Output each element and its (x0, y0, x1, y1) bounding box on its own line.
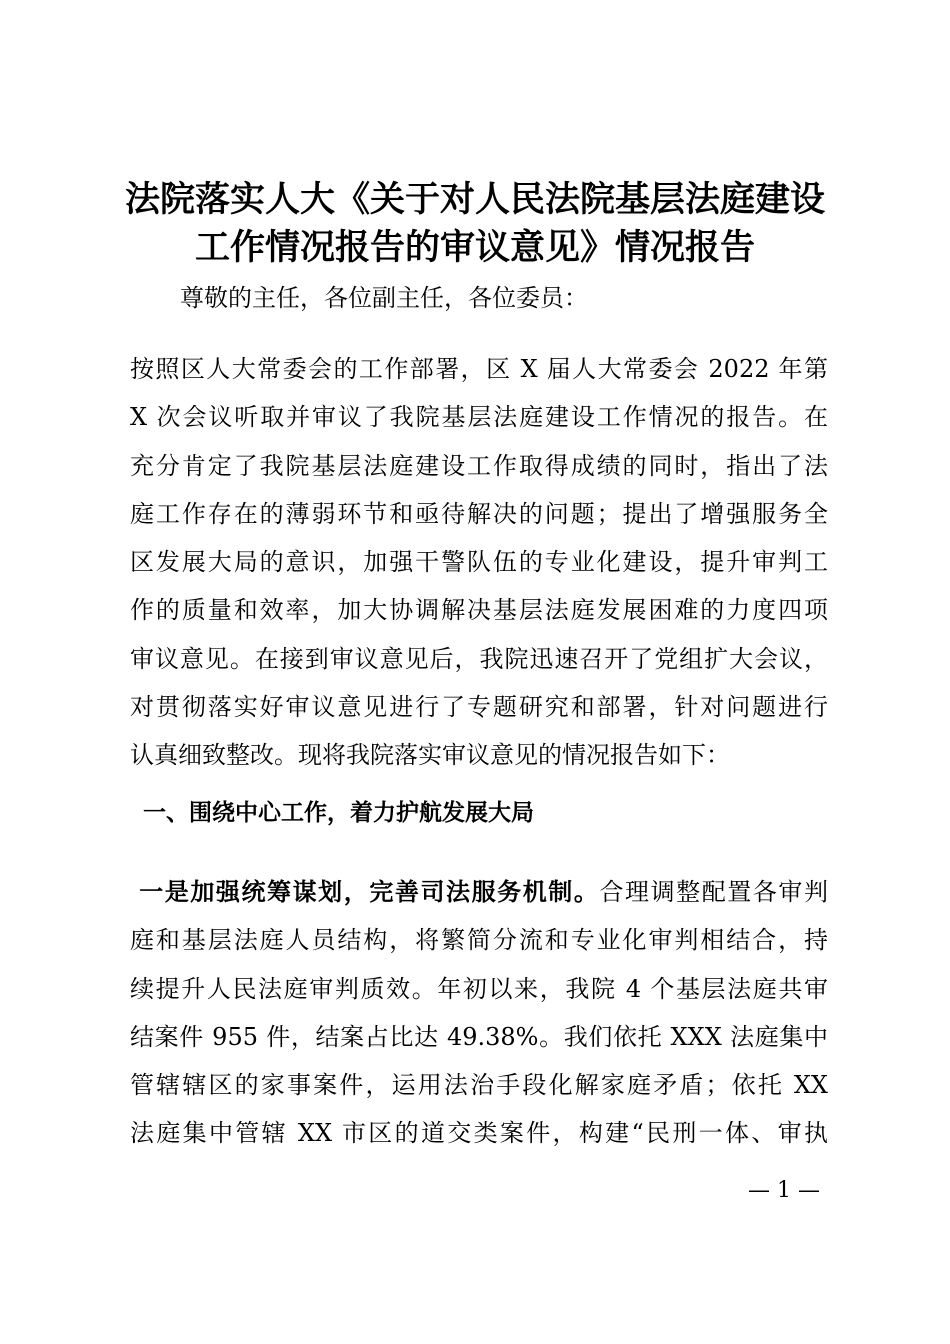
paragraph-line: 充分肯定了我院基层法庭建设工作取得成绩的同时，指出了法 (130, 451, 828, 480)
paragraph-intro (130, 345, 828, 780)
paragraph-line: X 次会议听取并审议了我院基层法庭建设工作情况的报告。在 (130, 403, 828, 432)
document-title-line-1: 法院落实人大《关于对人民法院基层法庭建设 (124, 179, 825, 220)
paragraph-line (130, 868, 828, 916)
paragraph-line: 按照区人大常委会的工作部署，区 X 届人大常委会 2022 年第 (130, 355, 828, 383)
document-title-line-2: 工作情况报告的审议意见》情况报告 (194, 227, 755, 268)
paragraph-line: 作的质量和效率，加大协调解决基层法庭发展困难的力度四项 (130, 596, 828, 625)
paragraph-section-1 (130, 868, 828, 1158)
section-heading: 一、围绕中心工作，着力护航发展大局 (143, 800, 534, 826)
paragraph-line: 结案件 955 件，结案占比达 49.38%。我们依托 XXX 法庭集中 (130, 1022, 828, 1051)
paragraph-line: 庭和基层法庭人员结构，将繁简分流和专业化审判相结合，持 (130, 926, 828, 955)
page-number: — 1 — (748, 1178, 820, 1203)
paragraph-line: 审议意见。在接到审议意见后，我院迅速召开了党组扩大会议， (130, 644, 828, 673)
paragraph-line: 对贯彻落实好审议意见进行了专题研究和部署，针对问题进行 (130, 693, 828, 722)
paragraph-line: 庭工作存在的薄弱环节和亟待解决的问题；提出了增强服务全 (130, 499, 828, 528)
paragraph-lead-bold: 一是加强统筹谋划，完善司法服务机制。 (139, 878, 600, 906)
salutation: 尊敬的主任，各位副主任，各位委员： (180, 284, 588, 312)
paragraph-line: 区发展大局的意识，加强干警队伍的专业化建设，提升审判工 (130, 548, 828, 577)
paragraph-line: 管辖辖区的家事案件，运用法治手段化解家庭矛盾；依托 XX (130, 1071, 828, 1100)
paragraph-line: 认真细致整改。现将我院落实审议意见的情况报告如下： (130, 741, 730, 770)
paragraph-line-rest: 合理调整配置各审判 (599, 878, 828, 906)
paragraph-line: 续提升人民法庭审判质效。年初以来，我院 4 个基层法庭共审 (130, 974, 828, 1003)
paragraph-line: 法庭集中管辖 XX 市区的道交类案件，构建“民刑一体、审执 (130, 1119, 828, 1148)
